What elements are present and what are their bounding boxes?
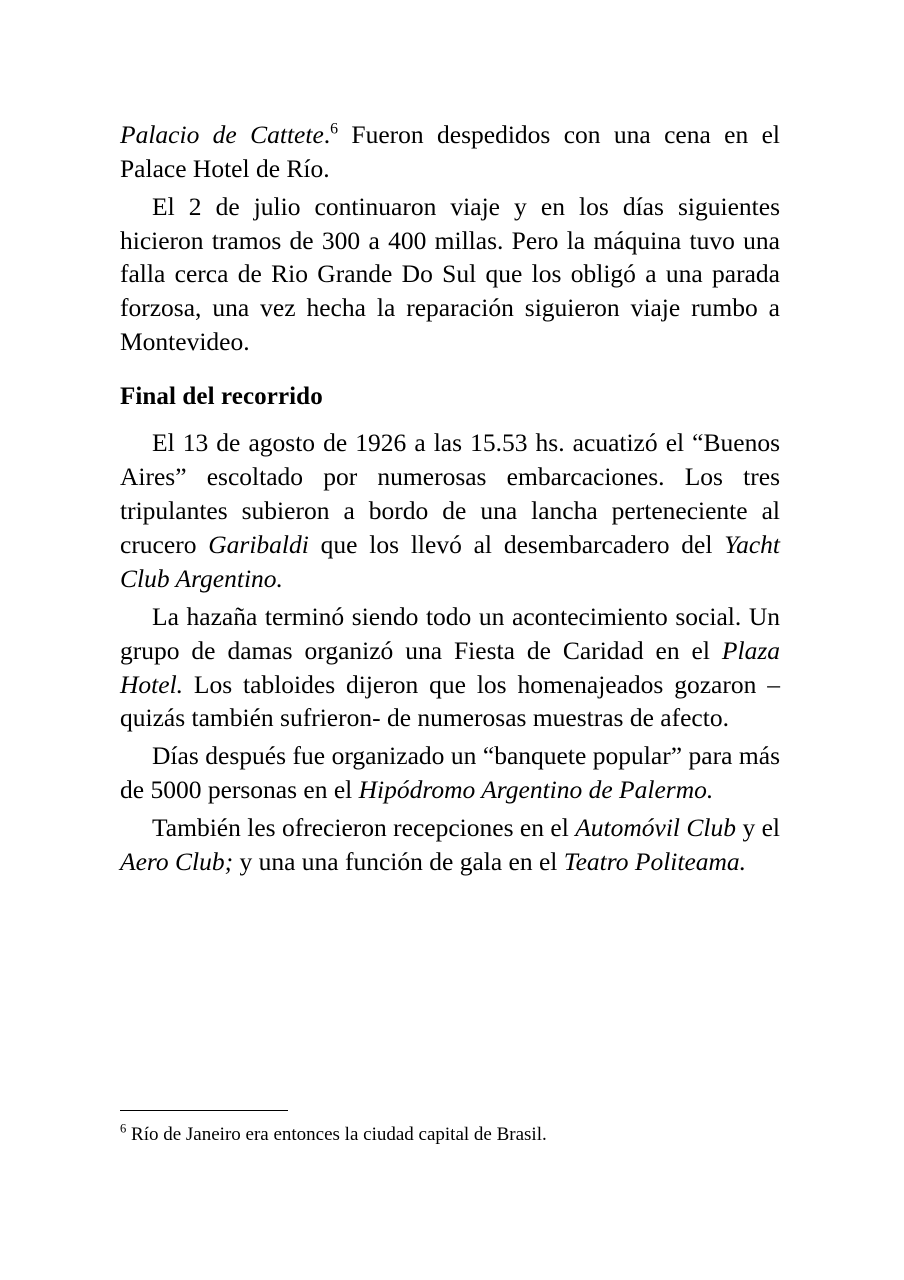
paragraph-2 xyxy=(120,190,780,360)
italic-run-hipodromo: Hipódromo Argentino de Palermo. xyxy=(358,775,714,805)
italic-run-palacio: Palacio de Cattete xyxy=(120,120,324,149)
footnote-marker-6: 6 xyxy=(120,1121,127,1136)
paragraph-4-run-1: La hazaña terminó siendo todo un acontecimiento social. Un grupo de damas organizó una Fiesta de Caridad en el xyxy=(120,601,780,665)
paragraph-5-run-1: Días después fue organizado un “banquete popular” para más de 5000 personas en el xyxy=(120,741,780,805)
footnote-area xyxy=(120,1110,780,1148)
paragraph-4-run-3: Los tabloides dijeron que los homenajeados gozaron –quizás también sufrieron- de numerosas muestras de afecto. xyxy=(120,669,780,733)
paragraph-1-rest: Fueron despedidos con una cena en el Palace Hotel de Río. xyxy=(120,120,781,183)
italic-run-yacht-club: Yacht Club Argentino. xyxy=(120,530,780,594)
italic-run-aero-club: Aero Club; xyxy=(120,846,234,876)
italic-run-garibaldi: Garibaldi xyxy=(208,530,309,560)
paragraph-3-run-1: El 13 de agosto de 1926 a las 15.53 hs. acuatizó el “Buenos Aires” escoltado por numerosas embarcaciones. Los tres tripulantes subieron a bordo de una lancha perteneciente al crucero xyxy=(120,428,780,560)
paragraph-6-run-5: y una una función de gala en el xyxy=(233,846,564,876)
footnote-reference-6[interactable]: 6 xyxy=(330,120,339,138)
paragraph-3-run-3: que los llevó al desembarcadero del xyxy=(308,530,725,560)
footnote-separator-rule xyxy=(120,1110,288,1111)
paragraph-6-run-1: También les ofrecieron recepciones en el xyxy=(152,812,576,842)
italic-run-automovil-club: Automóvil Club xyxy=(575,812,737,842)
italic-run-teatro-politeama: Teatro Politeama. xyxy=(563,846,747,876)
paragraph-3 xyxy=(120,426,780,596)
period-run: . xyxy=(323,120,331,149)
paragraph-5 xyxy=(120,739,780,807)
paragraph-1 xyxy=(120,118,780,186)
text-column xyxy=(120,118,780,882)
footnote-1-text: Río de Janeiro era entonces la ciudad capital de Brasil. xyxy=(126,1124,547,1145)
section-heading: Final del recorrido xyxy=(120,382,323,410)
paragraph-6-run-3: y el xyxy=(736,812,780,842)
paragraph-2-text: El 2 de julio continuaron viaje y en los días siguientes hicieron tramos de 300 a 400 millas. Pero la máquina tuvo una falla cerca de Rio Grande Do Sul que los obligó a una parada forzosa, una vez hecha la reparación siguieron viaje rumbo a Montevideo. xyxy=(120,191,780,357)
footnote-1 xyxy=(120,1123,780,1148)
paragraph-6 xyxy=(120,811,780,879)
paragraph-4 xyxy=(120,600,780,736)
italic-run-plaza-hotel: Plaza Hotel. xyxy=(120,635,780,699)
